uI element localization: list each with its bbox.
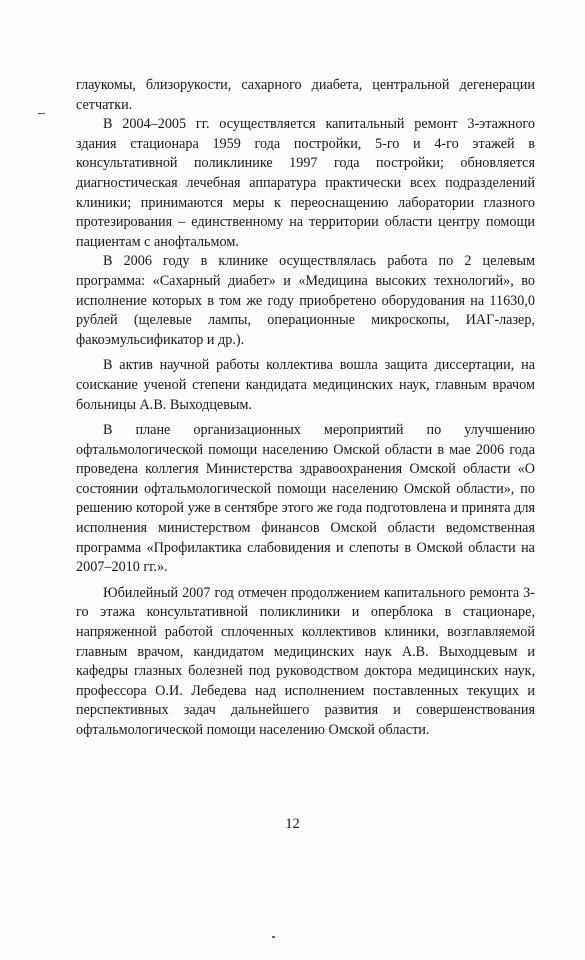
paragraph-organizational-measures: В плане организационных мероприятий по улучшению офтальмологической помощи населению Омской области в мае 2006 года проведена коллегия Министерства здравоохранения Омской области «О состоянии офтальмологической помощи населению Омской области», по решению которой уже в сентябре этого же года подготовлена и принята для исполнения министерством финансов Омской области ведомственная программа «Профилактика слабовидения и слепоты в Омской области на 2007–2010 гг.». [76, 422, 535, 576]
paragraph-dissertation: В актив научной работы коллектива вошла защита диссертации, на соискание ученой степени кандидата медицинских наук, главным врачом больницы А.В. Выходцевым. [76, 357, 535, 413]
paragraph-target-programs: В 2006 году в клинике осуществлялась работа по 2 целевым программа: «Сахарный диабет» и «Медицина высоких технологий», во исполнение которых в том же году приобретено оборудования на 11630,0 рублей (щелевые лампы, операционные микроскопы, ИАГ-лазер, факоэмульсификатор и др.). [76, 253, 535, 348]
page-number: 12 [285, 816, 300, 832]
scan-edge-mark [38, 113, 45, 114]
paragraph-continuation: глаукомы, близорукости, сахарного диабета, центральной дегенерации сетчатки. [76, 77, 535, 113]
paragraph-renovation: В 2004–2005 гг. осуществляется капитальный ремонт 3-этажного здания стационара 1959 года постройки, 5-го и 4-го этажей в консультативной поликлинике 1997 года постройки; обновляется диагностическая лечебная аппаратура практически всех подразделений клиники; принимаются меры к переоснащению лаборатории глазного протезирования – единственному на территории области центру помощи пациентам с анофтальмом. [76, 116, 535, 250]
body-text [76, 76, 535, 741]
paragraph-anniversary-year: Юбилейный 2007 год отмечен продолжением капитального ремонта 3-го этажа консультативной поликлиники и оперблока в стационаре, напряженной работой сплоченных коллективов клиники, возглавляемой главным врачом, кандидатом медицинских наук А.В. Выходцевым и кафедры глазных болезней под руководством доктора медицинских наук, профессора О.И. Лебедева над исполнением поставленных текущих и перспективных задач дальнейшего развития и совершенствования офтальмологической помощи населению Омской области. [76, 584, 535, 738]
scan-speck [272, 936, 275, 938]
